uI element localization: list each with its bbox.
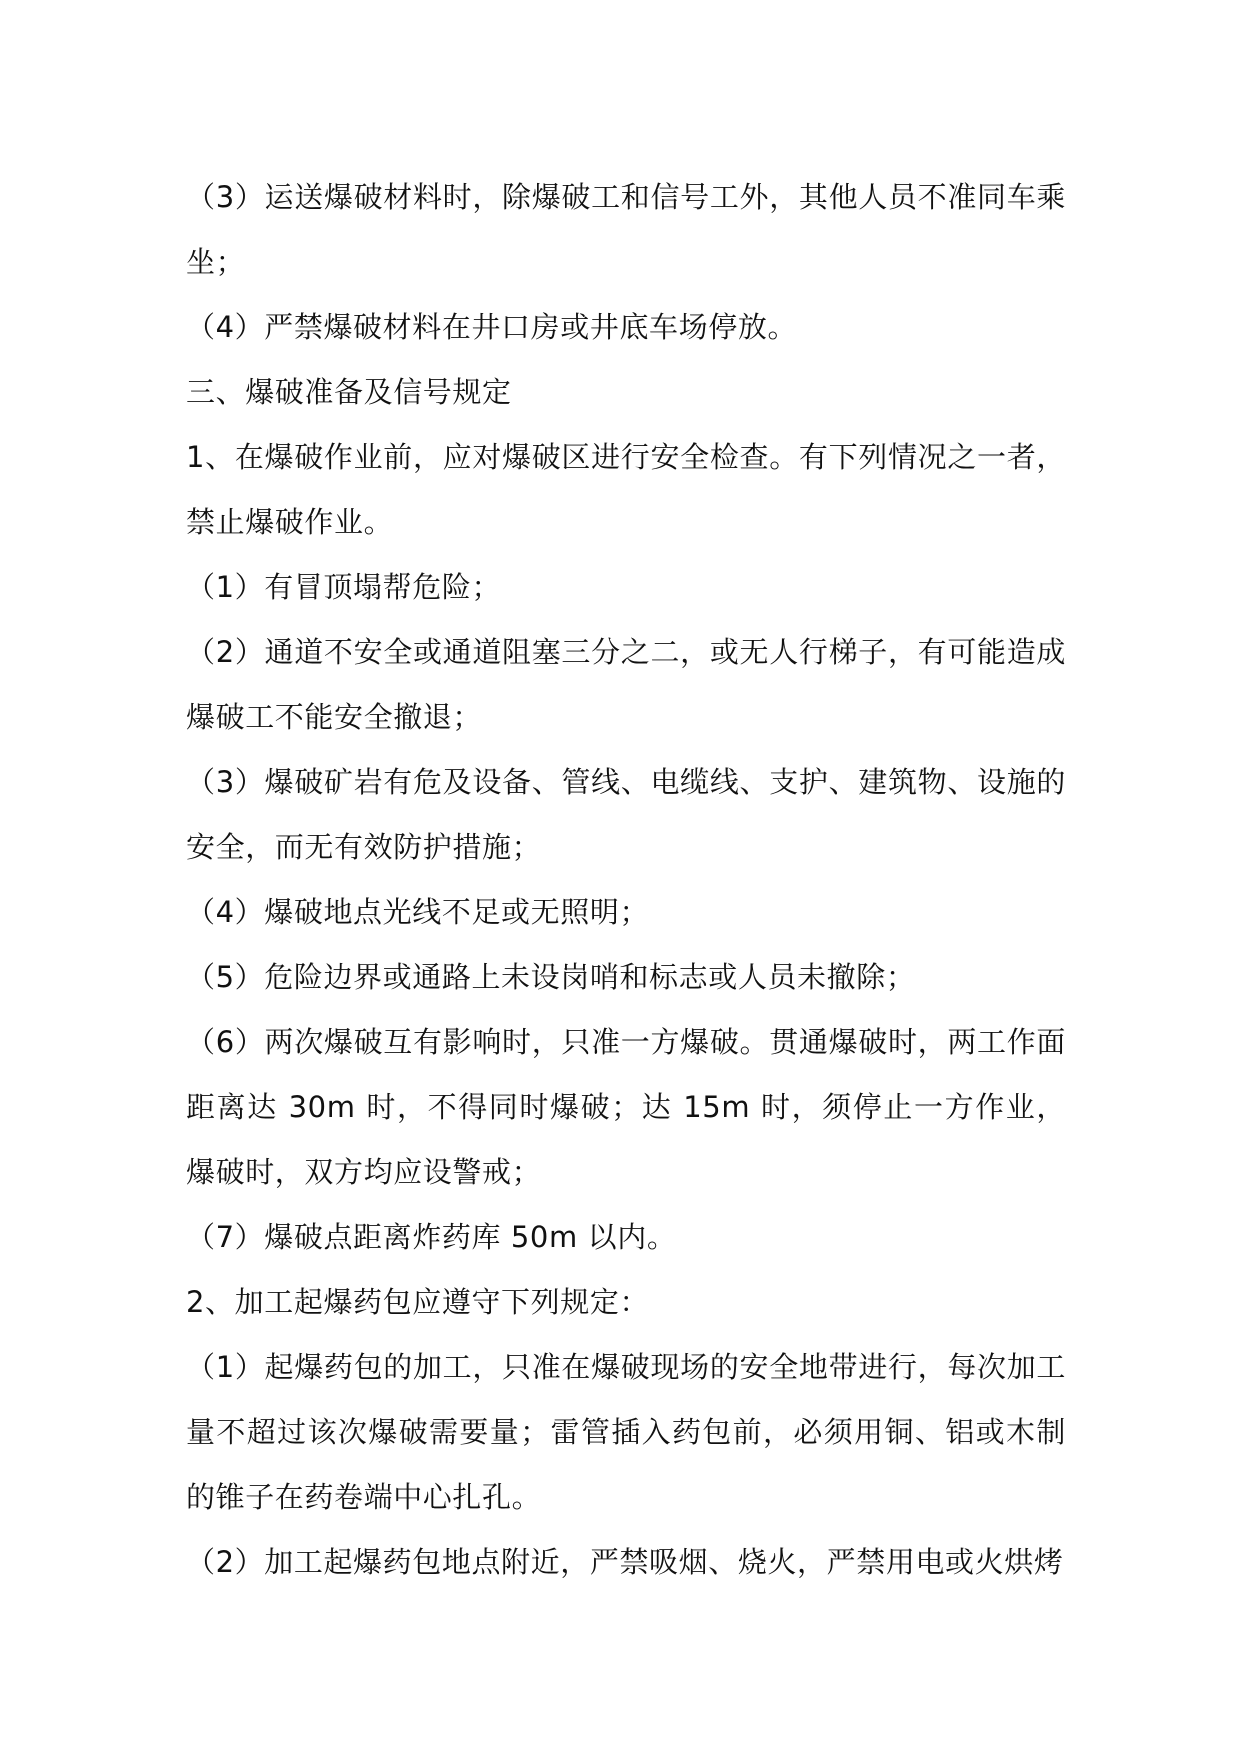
list-item-condition-3: （3）爆破矿岩有危及设备、管线、电缆线、支护、建筑物、设施的安全，而无有效防护措施； — [186, 765, 1066, 864]
document-body — [186, 165, 1066, 1595]
list-item-condition-5: （5）危险边界或通路上未设岗哨和标志或人员未撤除； — [186, 960, 916, 994]
paragraph-transport-rule-3: （3）运送爆破材料时，除爆破工和信号工外，其他人员不准同车乘坐； — [186, 180, 1066, 279]
list-item-primer-rule-1: （1）起爆药包的加工，只准在爆破现场的安全地带进行，每次加工量不超过该次爆破需要量；雷管插入药包前，必须用铜、铝或木制的锥子在药卷端中心扎孔。 — [186, 1350, 1066, 1514]
list-item-condition-4: （4）爆破地点光线不足或无照明； — [186, 895, 650, 929]
list-item-condition-2: （2）通道不安全或通道阻塞三分之二，或无人行梯子，有可能造成爆破工不能安全撤退； — [186, 635, 1066, 734]
paragraph-safety-inspection: 1、在爆破作业前，应对爆破区进行安全检查。有下列情况之一者，禁止爆破作业。 — [186, 440, 1066, 539]
section-heading-blasting-preparation: 三、爆破准备及信号规定 — [186, 375, 512, 409]
list-item-primer-rule-2: （2）加工起爆药包地点附近，严禁吸烟、烧火，严禁用电或火烘烤 — [186, 1545, 1064, 1579]
paragraph-primer-rules: 2、加工起爆药包应遵守下列规定： — [186, 1285, 650, 1319]
paragraph-transport-rule-4: （4）严禁爆破材料在井口房或井底车场停放。 — [186, 310, 798, 344]
list-item-condition-7: （7）爆破点距离炸药库 50m 以内。 — [186, 1220, 677, 1254]
list-item-condition-6: （6）两次爆破互有影响时，只准一方爆破。贯通爆破时，两工作面距离达 30m 时，不得同时爆破；达 15m 时，须停止一方作业，爆破时，双方均应设警戒； — [186, 1025, 1066, 1189]
list-item-condition-1: （1）有冒顶塌帮危险； — [186, 570, 502, 604]
